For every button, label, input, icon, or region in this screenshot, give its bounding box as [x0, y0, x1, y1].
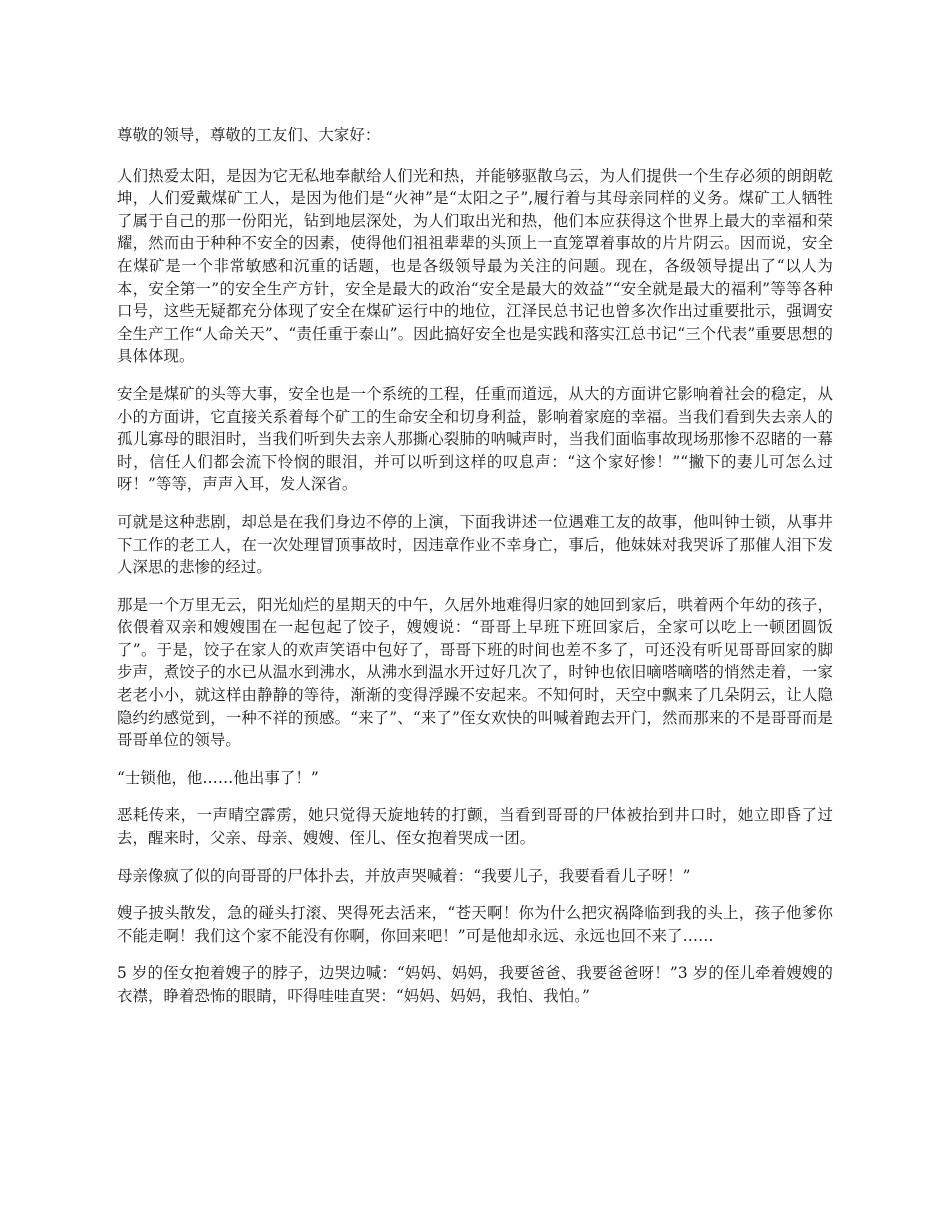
- document-body: [117, 124, 833, 1023]
- paragraph-sunday-story: 那是一个万里无云，阳光灿烂的星期天的中午，久居外地难得归家的她回到家后，哄着两个年幼的孩子，依偎着双亲和嫂嫂围在一起包起了饺子，嫂嫂说：“哥哥上早班下班回家后，全家可以吃上一顿团圆饭了”。于是，饺子在家人的欢声笑语中包好了，哥哥下班的时间也差不多了，可还没有听见哥哥回家的脚步声，煮饺子的水已从温水到沸水，从沸水到温水开过好几次了，时钟也依旧嘀嗒嘀嗒的悄然走着，一家老老小小，就这样由静静的等待，渐渐的变得浮躁不安起来。不知何时，天空中飘来了几朵阴云，让人隐隐约约感觉到，一种不祥的预感。“来了”、“来了”侄女欢快的叫喊着跑去开门，然而那来的不是哥哥而是哥哥单位的领导。: [117, 595, 833, 750]
- paragraph-safety-priority: 安全是煤矿的头等大事，安全也是一个系统的工程，任重而道远，从大的方面讲它影响着社会的稳定，从小的方面讲，它直接关系着每个矿工的生命安全和切身利益，影响着家庭的幸福。当我们看到失去亲人的孤儿寡母的眼泪时，当我们听到失去亲人那撕心裂肺的呐喊声时，当我们面临事故现场那惨不忍睹的一幕时，信任人们都会流下怜悯的眼泪，并可以听到这样的叹息声：“这个家好惨！”“撇下的妻儿可怎么过呀！”等等，声声入耳，发人深省。: [117, 384, 833, 494]
- paragraph-news-quote: “士锁他，他……他出事了！”: [117, 768, 319, 787]
- paragraph-tragedy-intro: 可就是这种悲剧，却总是在我们身边不停的上演，下面我讲述一位遇难工友的故事，他叫钟士锁，从事井下工作的老工人，在一次处理冒顶事故时，因违章作业不幸身亡，事后，他妹妹对我哭诉了那催人泪下发人深思的悲惨的经过。: [117, 512, 833, 577]
- paragraph-children: 5 岁的侄女抱着嫂子的脖子，边哭边喊：“妈妈、妈妈，我要爸爸、我要爸爸呀！”3 岁的侄儿牵着嫂嫂的衣襟，睁着恐怖的眼睛，吓得哇哇直哭：“妈妈、妈妈，我怕、我怕。”: [117, 964, 833, 1005]
- paragraph-bad-news: 恶耗传来，一声晴空霹雳，她只觉得天旋地转的打颤，当看到哥哥的尸体被抬到井口时，她立即昏了过去，醒来时，父亲、母亲、嫂嫂、侄儿、侄女抱着哭成一团。: [117, 806, 833, 848]
- paragraph-sister-in-law: 嫂子披头散发，急的碰头打滚、哭得死去活来，“苍天啊！你为什么把灾祸降临到我的头上，孩子他爹你不能走啊！我们这个家不能没有你啊，你回来吧！”可是他却永远、永远也回不来了……: [117, 904, 833, 945]
- paragraph-sun-and-miners: 人们热爱太阳，是因为它无私地奉献给人们光和热，并能够驱散乌云，为人们提供一个生存必须的朗朗乾坤，人们爱戴煤矿工人，是因为他们是“火神”是“太阳之子”,履行着与其母亲同样的义务。煤矿工人牺牲了属于自己的那一份阳光，钻到地层深处，为人们取出光和热，他们本应获得这个世界上最大的幸福和荣耀，然而由于种种不安全的因素，使得他们祖祖辈辈的头顶上一直笼罩着事故的片片阴云。因而说，安全在煤矿是一个非常敏感和沉重的话题，也是各级领导最为关注的问题。现在，各级领导提出了“以人为本，安全第一”的安全生产方针，安全是最大的政治“安全是最大的效益”“安全就是最大的福利”等等各种口号，这些无疑都充分体现了安全在煤矿运行中的地位，江泽民总书记也曾多次作出过重要批示，强调安全生产工作“人命关天”、“责任重于泰山”。因此搞好安全也是实践和落实江总书记“三个代表”重要思想的具体体现。: [117, 166, 833, 366]
- greeting: 尊敬的领导，尊敬的工友们、大家好：: [117, 126, 381, 144]
- paragraph-mother: 母亲像疯了似的向哥哥的尸体扑去，并放声哭喊着：“我要儿子，我要看看儿子呀！”: [117, 866, 691, 885]
